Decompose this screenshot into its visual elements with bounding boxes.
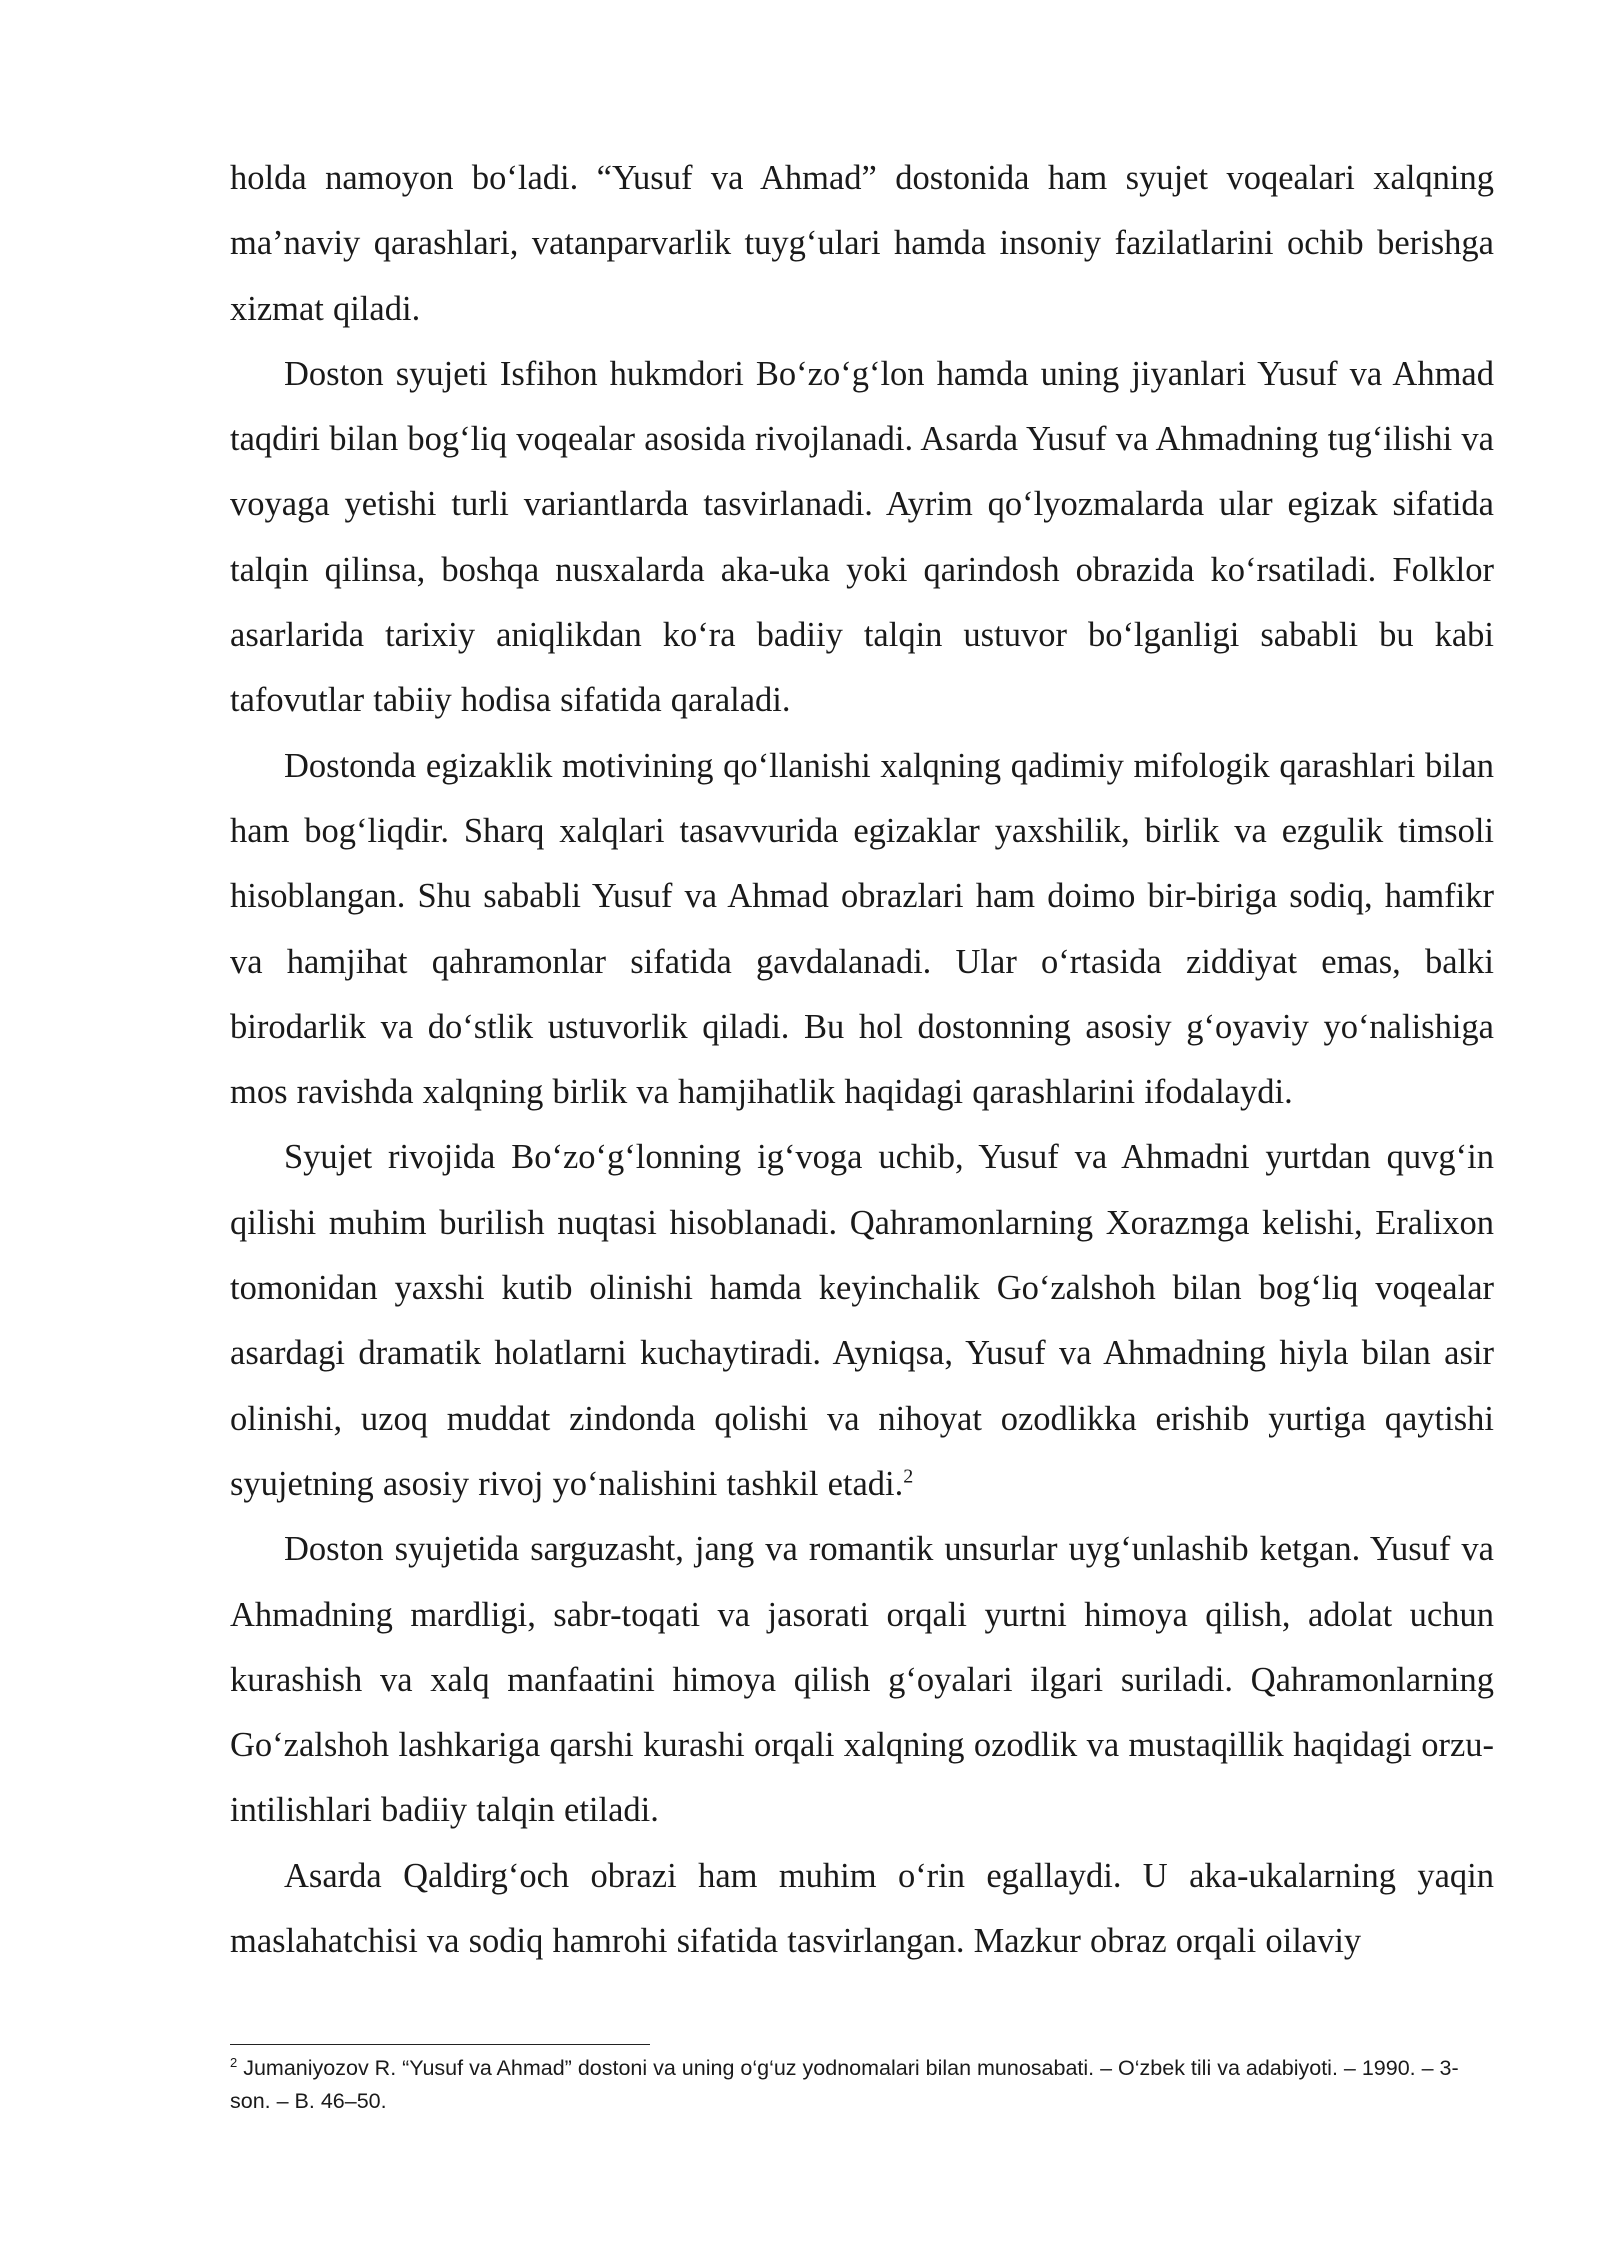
paragraph-text: Doston syujetida sarguzasht, jang va romantik unsurlar uyg‘unlashib ketgan. Yusuf va Ahmadning mardligi, sabr-toqati va jasorati orqali yurtni himoya qilish, adolat uchun kurashish va xalq manfaatini himoya qilish g‘oyalari ilgari suriladi. Qahramonlarning Go‘zalshoh lashkariga qarshi kurashi orqali xalqning ozodlik va mustaqillik haqidagi orzu-intilishlari badiiy talqin etiladi.: [230, 1530, 1494, 1830]
footnote-number: 2: [230, 2054, 238, 2070]
footnote-separator: [230, 2044, 650, 2045]
paragraph-text: holda namoyon bo‘ladi. “Yusuf va Ahmad” dostonida ham syujet voqealari xalqning ma’naviy qarashlari, vatanparvarlik tuyg‘ulari hamda insoniy fazilatlarini ochib berishga xizmat qiladi.: [230, 159, 1494, 328]
paragraph-4: [230, 1125, 1494, 1517]
paragraph-text: Dostonda egizaklik motivining qo‘llanishi xalqning qadimiy mifologik qarashlari bilan ham bog‘liqdir. Sharq xalqlari tasavvurida egizaklar yaxshilik, birlik va ezgulik timsoli hisoblangan. Shu sababli Yusuf va Ahmad obrazlari ham doimo bir-biriga sodiq, hamfikr va hamjihat qahramonlar sifatida gavdalanadi. Ular o‘rtasida ziddiyat emas, balki birodarlik va do‘stlik ustuvorlik qiladi. Bu hol dostonning asosiy g‘oyaviy yo‘nalishiga mos ravishda xalqning birlik va hamjihatlik haqidagi qarashlarini ifodalaydi.: [230, 746, 1494, 1112]
paragraph-3: [230, 734, 1494, 1126]
footnote-text: Jumaniyozov R. “Yusuf va Ahmad” dostoni va uning o‘g‘uz yodnomalari bilan munosabati. – O‘zbek tili va adabiyoti. – 1990. – 3-son. – B. 46–50.: [230, 2056, 1459, 2113]
paragraph-2: [230, 342, 1494, 734]
document-body: [230, 146, 1494, 1974]
paragraph-1: [230, 146, 1494, 342]
footnote-reference: 2: [903, 1465, 914, 1488]
paragraph-text: Asarda Qaldirg‘och obrazi ham muhim o‘rin egallaydi. U aka-ukalarning yaqin maslahatchisi va sodiq hamrohi sifatida tasvirlangan. Mazkur obraz orqali oilaviy: [230, 1856, 1494, 1961]
paragraph-text: Syujet rivojida Bo‘zo‘g‘lonning ig‘voga uchib, Yusuf va Ahmadni yurtdan quvg‘in qilishi muhim burilish nuqtasi hisoblanadi. Qahramonlarning Xorazmga kelishi, Eralixon tomonidan yaxshi kutib olinishi hamda keyinchalik Go‘zalshoh bilan bog‘liq voqealar asardagi dramatik holatlarni kuchaytiradi. Ayniqsa, Yusuf va Ahmadning hiyla bilan asir olinishi, uzoq muddat zindonda qolishi va nihoyat ozodlikka erishib yurtiga qaytishi syujetning asosiy rivoj yo‘nalishini tashkil etadi.: [230, 1138, 1494, 1503]
paragraph-text: Doston syujeti Isfihon hukmdori Bo‘zo‘g‘lon hamda uning jiyanlari Yusuf va Ahmad taqdiri bilan bog‘liq voqealar asosida rivojlanadi. Asarda Yusuf va Ahmadning tug‘ilishi va voyaga yetishi turli variantlarda tasvirlanadi. Ayrim qo‘lyozmalarda ular egizak sifatida talqin qilinsa, boshqa nusxalarda aka-uka yoki qarindosh obrazida ko‘rsatiladi. Folklor asarlarida tarixiy aniqlikdan ko‘ra badiiy talqin ustuvor bo‘lganligi sababli bu kabi tafovutlar tabiiy hodisa sifatida qaraladi.: [230, 354, 1494, 720]
footnote: [230, 2052, 1494, 2118]
paragraph-5: [230, 1517, 1494, 1843]
paragraph-6: [230, 1844, 1494, 1975]
